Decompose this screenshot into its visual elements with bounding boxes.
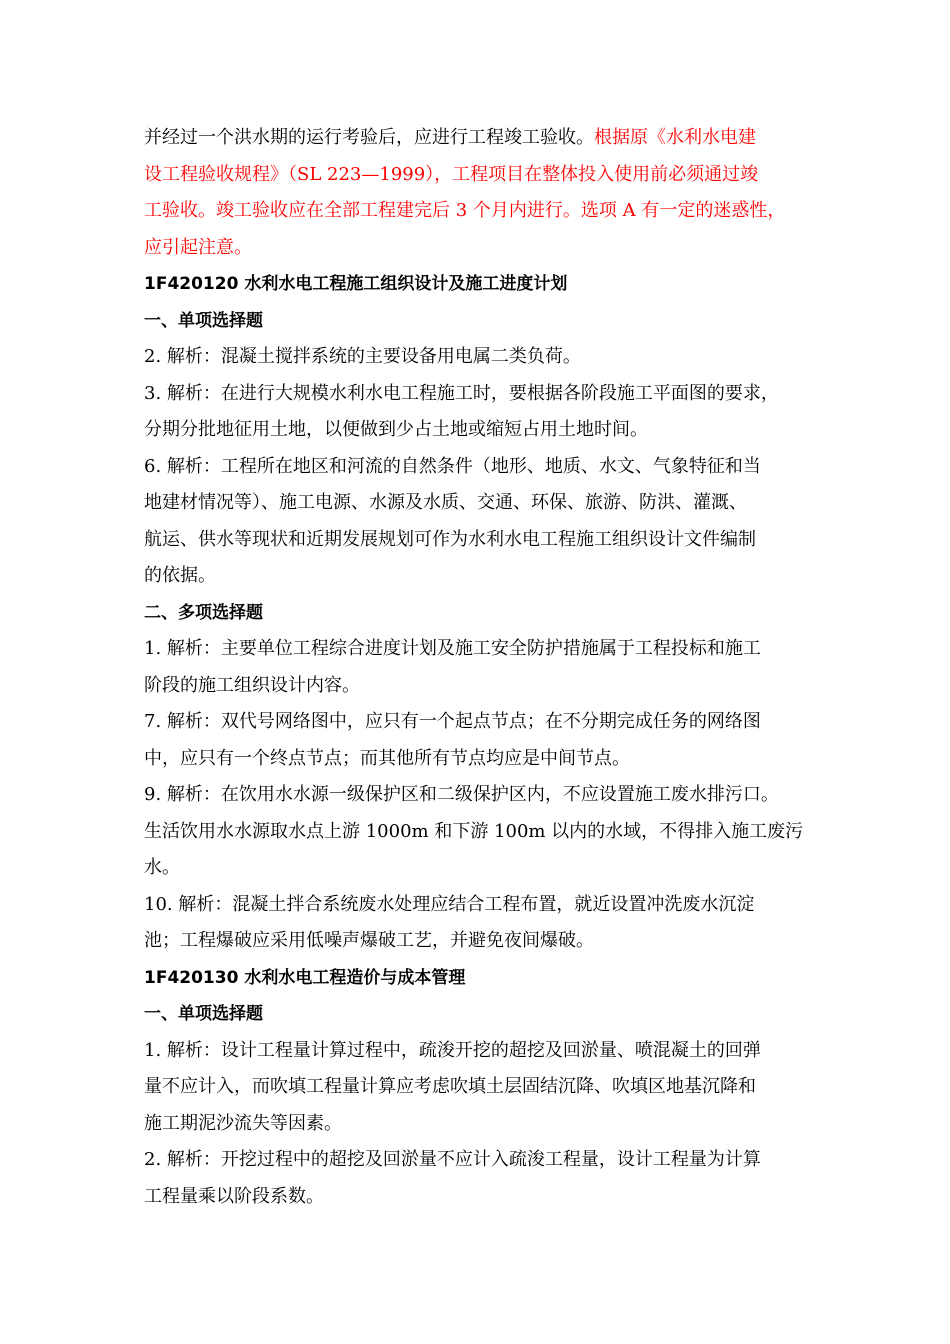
text-line: 池；工程爆破应采用低噪声爆破工艺，并避免夜间爆破。 xyxy=(144,930,594,951)
text-line: 的依据。 xyxy=(144,565,216,586)
text-line: 2. 解析：开挖过程中的超挖及回淤量不应计入疏浚工程量，设计工程量为计算 xyxy=(144,1149,761,1170)
section-heading: 二、多项选择题 xyxy=(144,602,263,623)
text-line: 设工程验收规程》（SL 223—1999），工程项目在整体投入使用前必须通过竣 xyxy=(144,163,759,185)
section-heading: 1F420120 水利水电工程施工组织设计及施工进度计划 xyxy=(144,274,568,294)
text-segment: 根据原《水利水电建 xyxy=(594,127,756,148)
text-line: 工程量乘以阶段系数。 xyxy=(144,1185,324,1207)
text-line: 分期分批地征用土地，以便做到少占土地或缩短占用土地时间。 xyxy=(144,419,648,440)
text-line: 7. 解析：双代号网络图中，应只有一个起点节点；在不分期完成任务的网络图 xyxy=(144,711,761,732)
text-line: 量不应计入，而吹填工程量计算应考虑吹填土层固结沉降、吹填区地基沉降和 xyxy=(144,1076,756,1097)
text-segment: 并经过一个洪水期的运行考验后，应进行工程竣工验收。 xyxy=(144,127,594,148)
section-heading: 1F420130 水利水电工程造价与成本管理 xyxy=(144,967,466,988)
section-heading: 一、单项选择题 xyxy=(144,1004,263,1024)
text-line: 3. 解析：在进行大规模水利水电工程施工时，要根据各阶段施工平面图的要求， xyxy=(144,382,779,404)
text-line: 水。 xyxy=(144,857,180,878)
text-line: 阶段的施工组织设计内容。 xyxy=(144,674,360,696)
text-line: 10. 解析：混凝土拌合系统废水处理应结合工程布置，就近设置冲洗废水沉淀 xyxy=(144,893,755,915)
text-line: 6. 解析：工程所在地区和河流的自然条件（地形、地质、水文、气象特征和当 xyxy=(144,455,761,477)
text-line: 地建材情况等）、施工电源、水源及水质、交通、环保、旅游、防洪、灌溉、 xyxy=(144,492,747,513)
text-line xyxy=(144,120,834,157)
text-line: 1. 解析：设计工程量计算过程中，疏浚开挖的超挖及回淤量、喷混凝土的回弹 xyxy=(144,1039,761,1061)
section-heading: 一、单项选择题 xyxy=(144,310,263,331)
text-line: 2. 解析：混凝土搅拌系统的主要设备用电属二类负荷。 xyxy=(144,346,581,367)
text-line: 中，应只有一个终点节点；而其他所有节点均应是中间节点。 xyxy=(144,747,630,769)
document-page xyxy=(144,120,834,1215)
text-line: 生活饮用水水源取水点上游 1000m 和下游 100m 以内的水域，不得排入施工废污 xyxy=(144,820,804,842)
text-line: 航运、供水等现状和近期发展规划可作为水利水电工程施工组织设计文件编制 xyxy=(144,528,756,550)
text-line: 1. 解析：主要单位工程综合进度计划及施工安全防护措施属于工程投标和施工 xyxy=(144,638,761,659)
text-line: 施工期泥沙流失等因素。 xyxy=(144,1112,342,1134)
text-line: 工验收。竣工验收应在全部工程建完后 3 个月内进行。选项 A 有一定的迷惑性， xyxy=(144,200,786,221)
text-line: 应引起注意。 xyxy=(144,236,252,258)
text-line: 9. 解析：在饮用水水源一级保护区和二级保护区内，不应设置施工废水排污口。 xyxy=(144,784,779,805)
